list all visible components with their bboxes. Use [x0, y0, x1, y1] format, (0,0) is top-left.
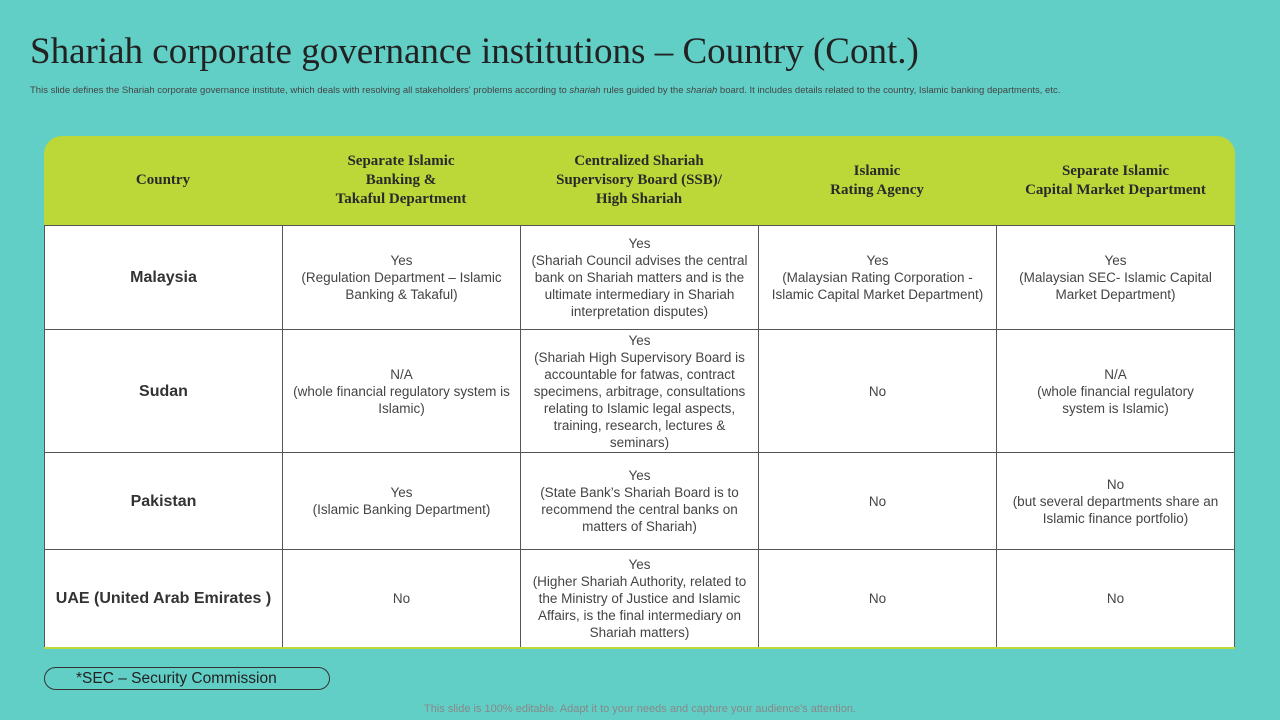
header-islamic-banking: Separate Islamic Banking & Takaful Department: [335, 153, 467, 207]
header-country: Country: [135, 172, 191, 188]
cell-country: Malaysia: [44, 226, 282, 329]
cell: N/A (whole financial regulatory system is Islamic): [996, 330, 1235, 452]
cell-country: Sudan: [44, 330, 282, 452]
table-body: [44, 225, 1235, 649]
cell: No: [758, 453, 996, 549]
table-row: [44, 549, 1235, 647]
header-shariah-board: Centralized Shariah Supervisory Board (SSB)/ High Shariah: [556, 153, 722, 207]
table-header: [44, 136, 1235, 225]
cell: No: [758, 330, 996, 452]
subtitle-part: shariah: [569, 85, 601, 96]
cell: Yes (Higher Shariah Authority, related to the Ministry of Justice and Islamic Affairs, is the final intermediary on Shariah matters): [520, 550, 758, 647]
subtitle-part: rules guided by the: [600, 85, 687, 96]
cell: Yes (State Bank’s Shariah Board is to recommend the central banks on matters of Shariah): [520, 453, 758, 549]
cell: Yes (Malaysian SEC- Islamic Capital Market Department): [996, 226, 1235, 329]
cell: Yes (Islamic Banking Department): [282, 453, 520, 549]
table-row: [44, 329, 1235, 452]
subtitle-part: shariah: [686, 85, 718, 96]
footnote: *SEC – Security Commission: [44, 667, 330, 690]
cell: No: [996, 550, 1235, 647]
cell: No: [282, 550, 520, 647]
cell: Yes (Malaysian Rating Corporation - Islamic Capital Market Department): [758, 226, 996, 329]
subtitle-part: This slide defines the Shariah corporate governance institute, which deals with resolving all stakeholders' problems according to: [30, 85, 570, 96]
cell-country: UAE (United Arab Emirates ): [44, 550, 282, 647]
cell: Yes (Regulation Department – Islamic Banking & Takaful): [282, 226, 520, 329]
cell: Yes (Shariah High Supervisory Board is accountable for fatwas, contract specimens, arbitrage, consultations relating to Islamic legal aspects, training, research, lectures & seminars): [520, 330, 758, 452]
table-row: [44, 225, 1235, 329]
cell: Yes (Shariah Council advises the central bank on Shariah matters and is the ultimate intermediary in Shariah interpretation disputes): [520, 226, 758, 329]
footer-note: This slide is 100% editable. Adapt it to your needs and capture your audience's attention.: [424, 703, 856, 715]
governance-table: [44, 136, 1235, 649]
cell: N/A (whole financial regulatory system is Islamic): [282, 330, 520, 452]
page-subtitle: [30, 85, 1250, 96]
page-title: Shariah corporate governance institutions – Country (Cont.): [30, 31, 919, 72]
cell-country: Pakistan: [44, 453, 282, 549]
cell: No (but several departments share an Islamic finance portfolio): [996, 453, 1235, 549]
header-rating-agency: Islamic Rating Agency: [830, 162, 924, 198]
cell: No: [758, 550, 996, 647]
table-row: [44, 452, 1235, 549]
subtitle-part: board. It includes details related to the country, Islamic banking departments, etc.: [717, 85, 1061, 96]
header-capital-market: Separate Islamic Capital Market Department: [1025, 162, 1206, 198]
